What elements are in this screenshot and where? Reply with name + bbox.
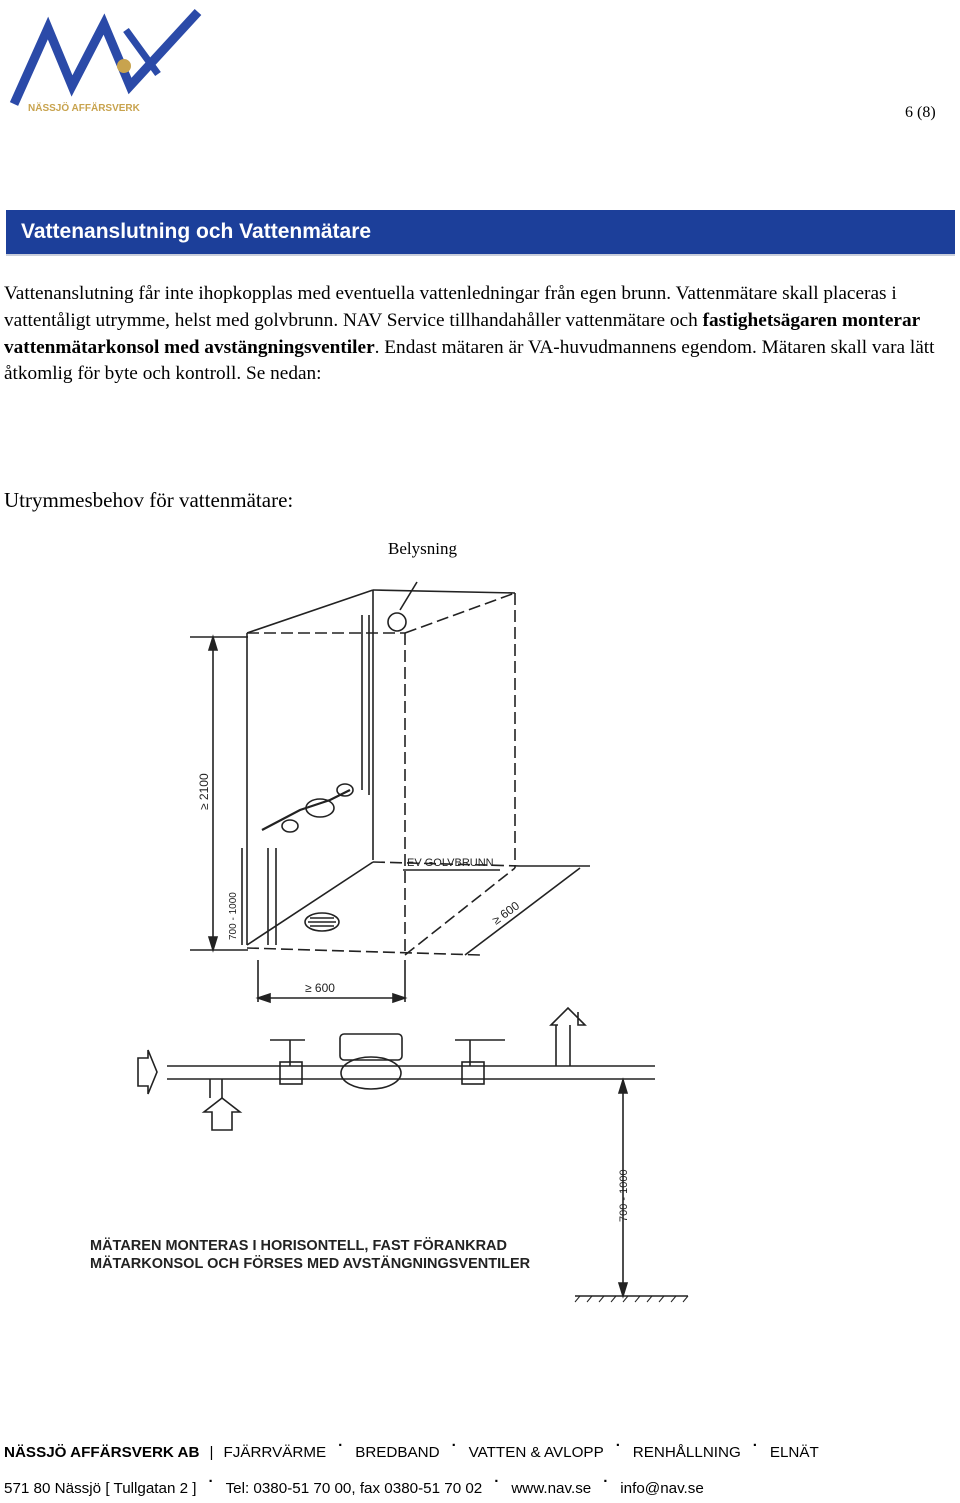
footer-bullet: · <box>494 1473 500 1490</box>
outlet-riser <box>556 1025 570 1066</box>
section-header <box>6 210 955 256</box>
drain-label: EV GOLVBRUNN <box>407 857 494 869</box>
caption-line-2: MÄTARKONSOL OCH FÖRSES MED AVSTÄNGNINGSVENTILER <box>90 1256 531 1272</box>
page-number: 6 (8) <box>905 104 936 121</box>
footer-bullet: · <box>615 1437 621 1454</box>
footer-phone: Tel: 0380-51 70 00, fax 0380-51 70 02 <box>225 1480 483 1497</box>
body-text-bold: fastighetsägaren monterar vattenmätarkonsol med avstängningsventiler <box>4 309 920 358</box>
meter-height-label: 700 - 1000 <box>228 892 239 940</box>
diagram-svg <box>0 570 960 1310</box>
footer-services <box>4 1437 819 1461</box>
box-top-left-edge <box>247 590 373 633</box>
footer-bullet: · <box>451 1437 457 1454</box>
footer-bullet: · <box>752 1437 758 1454</box>
body-text-part2: . Endast mätaren är VA-huvudmannens egendom. Mätaren skall vara lätt åtkomlig för byte och kontroll. Se nedan: <box>4 336 935 385</box>
depth-dimension-line <box>465 868 580 955</box>
box-top-right-edge <box>405 593 515 633</box>
section-title: Vattenanslutning och Vattenmätare <box>21 220 372 243</box>
company-logo <box>8 4 208 116</box>
water-meter <box>340 1034 402 1060</box>
footer-service-1: FJÄRRVÄRME <box>223 1444 327 1461</box>
inlet-arrow <box>204 1098 240 1130</box>
subheading: Utrymmesbehov för vattenmätare: <box>4 488 294 512</box>
footer-contact <box>4 1473 704 1497</box>
outlet-arrow <box>551 1008 585 1025</box>
width-label: ≥ 600 <box>305 981 335 995</box>
inlet-riser <box>210 1079 222 1098</box>
footer-company: NÄSSJÖ AFFÄRSVERK AB <box>4 1444 200 1461</box>
height-label: ≥ 2100 <box>197 773 211 810</box>
footer-bullet: · <box>603 1473 609 1490</box>
body-text-part1: Vattenanslutning får inte ihopkopplas med eventuella vattenledningar från egen brunn. Vattenmätare skall placeras i vattentåligt utrymme, helst med golvbrunn. NAV Service tillhandahåller vattenmätare och <box>4 283 897 331</box>
lighting-label: Belysning <box>388 539 457 558</box>
flow-in-arrow <box>138 1050 157 1094</box>
meter-room-diagram <box>0 570 960 1310</box>
box-top-back-edge <box>373 590 515 593</box>
caption-line-1: MÄTAREN MONTERAS I HORISONTELL, FAST FÖRANKRAD <box>90 1238 507 1254</box>
footer-service-5: ELNÄT <box>769 1444 819 1461</box>
footer-web-link[interactable]: www.nav.se <box>511 1480 592 1497</box>
light-fixture <box>388 613 406 631</box>
footer-divider: | <box>209 1444 214 1461</box>
footer-address: 571 80 Nässjö [ Tullgatan 2 ] <box>4 1480 197 1497</box>
floor-front-edge <box>247 948 480 955</box>
depth-label: ≥ 600 <box>489 898 522 928</box>
footer-bullet: · <box>338 1437 344 1454</box>
footer-service-3: VATTEN & AVLOPP <box>468 1444 604 1461</box>
footer-email-link[interactable]: info@nav.se <box>620 1480 704 1497</box>
footer-service-4: RENHÅLLNING <box>632 1444 741 1461</box>
body-paragraph <box>4 281 954 388</box>
logo-text: NÄSSJÖ AFFÄRSVERK <box>28 103 140 114</box>
footer-service-2: BREDBAND <box>355 1444 440 1461</box>
floor-left-edge <box>247 862 373 945</box>
side-height-label: 700 - 1000 <box>618 1169 630 1222</box>
meter-in-box <box>306 799 334 817</box>
footer-bullet: · <box>208 1473 214 1490</box>
